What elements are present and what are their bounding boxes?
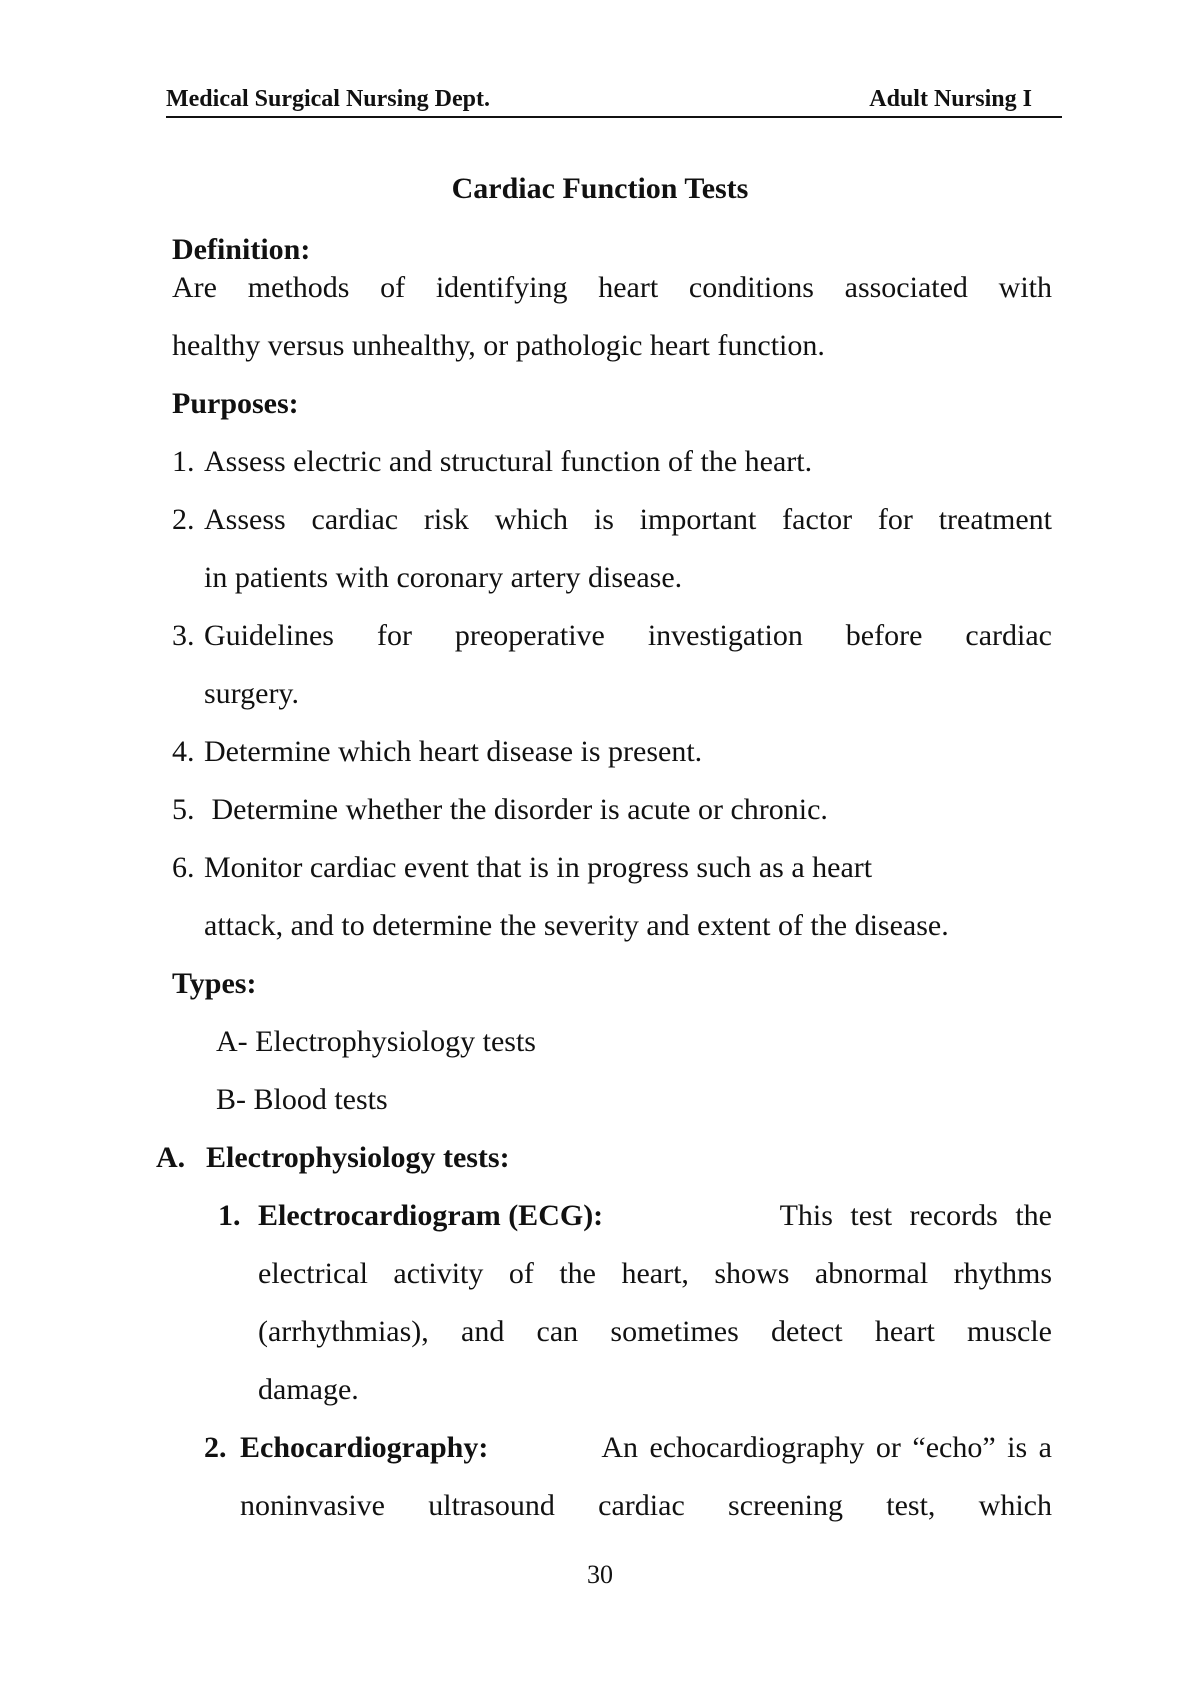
ecg-term: Electrocardiogram (ECG): (258, 1199, 604, 1232)
echo-number: 2. (204, 1431, 227, 1464)
purpose-6-line-2: attack, and to determine the severity and extent of the disease. (204, 909, 949, 942)
purpose-6-number: 6. (172, 851, 195, 884)
type-a: A- Electrophysiology tests (216, 1025, 536, 1058)
purpose-2-line-2: in patients with coronary artery disease. (204, 561, 683, 594)
ecg-line-2: electrical activity of the heart, shows abnormal rhythms (258, 1257, 1052, 1290)
type-b: B- Blood tests (216, 1083, 388, 1116)
section-a-letter: A. (156, 1141, 186, 1174)
definition-line-1: Are methods of identifying heart conditions associated with (172, 271, 1052, 304)
ecg-line-4: damage. (258, 1373, 359, 1406)
purpose-2-line-1: Assess cardiac risk which is important factor for treatment (204, 503, 1052, 536)
echo-line-2: noninvasive ultrasound cardiac screening test, which (240, 1489, 1052, 1522)
purpose-3-number: 3. (172, 619, 195, 652)
definition-heading: Definition: (172, 233, 311, 266)
purpose-4-text: Determine which heart disease is present. (204, 735, 703, 768)
ecg-line-3: (arrhythmias), and can sometimes detect heart muscle (258, 1315, 1052, 1348)
purpose-5-number: 5. (172, 793, 195, 826)
header-course: Adult Nursing I (869, 86, 1032, 112)
purpose-6-line-1: Monitor cardiac event that is in progress such as a heart (204, 851, 873, 884)
purposes-heading: Purposes: (172, 387, 299, 420)
ecg-line-1: This test records the (779, 1199, 1052, 1232)
page-number: 30 (587, 1560, 613, 1589)
echo-term: Echocardiography: (240, 1431, 489, 1464)
purpose-4-number: 4. (172, 735, 195, 768)
types-heading: Types: (172, 967, 257, 1000)
purpose-1-text: Assess electric and structural function of the heart. (204, 445, 813, 478)
definition-line-2: healthy versus unhealthy, or pathologic heart function. (172, 329, 825, 362)
page-title: Cardiac Function Tests (451, 172, 749, 205)
purpose-1-number: 1. (172, 445, 195, 478)
header-department: Medical Surgical Nursing Dept. (166, 86, 490, 112)
purpose-3-line-2: surgery. (204, 677, 299, 710)
echo-line-1: An echocardiography or “echo” is a (601, 1431, 1052, 1464)
purpose-5-text: Determine whether the disorder is acute or chronic. (204, 793, 828, 826)
section-a-heading: Electrophysiology tests: (206, 1141, 510, 1174)
purpose-2-number: 2. (172, 503, 195, 536)
ecg-number: 1. (218, 1199, 241, 1232)
page-header (166, 86, 1062, 118)
purpose-3-line-1: Guidelines for preoperative investigation before cardiac (204, 619, 1052, 652)
